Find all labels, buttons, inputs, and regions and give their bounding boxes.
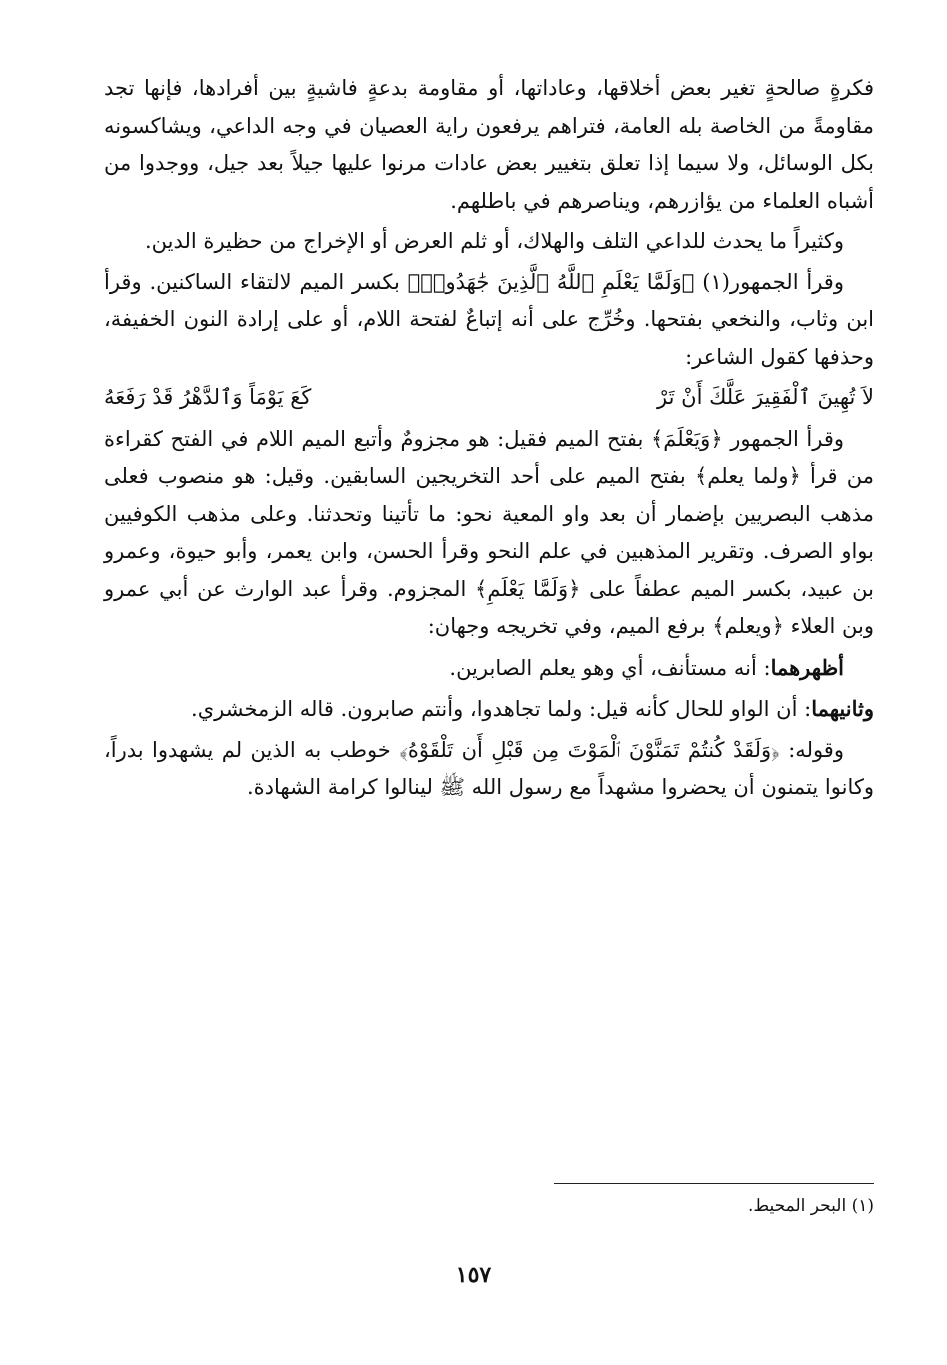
poem-hemistich-first: لاَ تُهِينَ ٱلْفَقِيرَ عَلَّكَ أَنْ تَرْ [657,385,874,409]
paragraph-1: فكرةٍ صالحةٍ تغير بعض أخلاقها، وعاداتها، أو مقاومة بدعةٍ فاشيةٍ بين أفرادها، فإنها تجد مقاومةً من الخاصة بله العامة، فتراهم يرفعون راية العصيان في وجه الداعي، ويشاكسونه بكل الوسائل، ولا سيما إذا تعلق بتغيير بعض عادات مرنوا عليها جيلاً بعد جيل، ووجدوا من أشباه العلماء من يؤازرهم، ويناصرهم في باطلهم. [104,76,874,213]
page-number: ١٥٧ [455,1262,492,1288]
paragraph-2: وكثيراً ما يحدث للداعي التلف والهلاك، أو ثلم العرض أو الإخراج من حظيرة الدين. [145,229,844,253]
point-first-label: أظهرهما [770,654,844,680]
poem-hemistich-second: كَعَ يَوْمَاً وَٱلدَّهْرُ قَدْ رَفَعَهُ [104,385,312,409]
point-second-label: وثانيهما [811,696,874,721]
paragraph-4: وقرأ الجمهور ﴿وَيَعْلَمَ﴾ بفتح الميم فقيل: هو مجزومٌ وأتبع الميم اللام في الفتح كقراءة من قرأ ﴿ولما يعلم﴾ بفتح الميم على أحد التخريجين السابقين. وقيل: هو منصوب فعلى مذهب البصريين بإضمار أن بعد واو المعية نحو: ما تأتينا وتحدثنا. وعلى مذهب الكوفيين بواو الصرف. وتقرير المذهبين في علم النحو وقرأ الحسن، وابن يعمر، وأبو حيوة، وعمرو بن عبيد، بكسر الميم عطفاً على ﴿وَلَمَّا يَعْلَمِ﴾ المجزوم. وقرأ عبد الوارث عن أبي عمرو وبن العلاء ﴿ويعلم﴾ برفع الميم، وفي تخريجه وجهان: [104,426,874,638]
point-second [104,690,874,729]
point-second-text: : أن الواو للحال كأنه قيل: ولما تجاهدوا، وأنتم صابرون. قاله الزمخشري. [191,697,812,721]
paragraph-5: وقوله: ﴿وَلَقَدْ كُنتُمْ تَمَنَّوْنَ ٱلْمَوْتَ مِن قَبْلِ أَن تَلْقَوْهُ﴾ خوطب به الذين لم يشهدوا بدراً، وكانوا يتمنون أن يحضروا مشهداً مع رسول الله ﷺ لينالوا كرامة الشهادة. [104,737,874,799]
page-body [104,70,874,810]
paragraph-3: وقرأ الجمهور(١) ﴿وَلَمَّا يَعْلَمِ ٱللَّهُ ٱلَّذِينَ جَٰهَدُوا۟﴾ بكسر الميم لالتقاء الساكنين. وقرأ ابن وثاب، والنخعي بفتحها. وخُرِّج على أنه إتباعٌ لفتحة اللام، أو على إرادة النون الخفيفة، وحذفها كقول الشاعر: [104,269,874,369]
poem-verse [104,379,874,417]
point-first [104,649,874,688]
footnote-divider [554,1183,874,1184]
footnote: (١) البحر المحيط. [748,1196,874,1216]
point-first-text: : أنه مستأنف، أي وهو يعلم الصابرين. [449,655,771,680]
